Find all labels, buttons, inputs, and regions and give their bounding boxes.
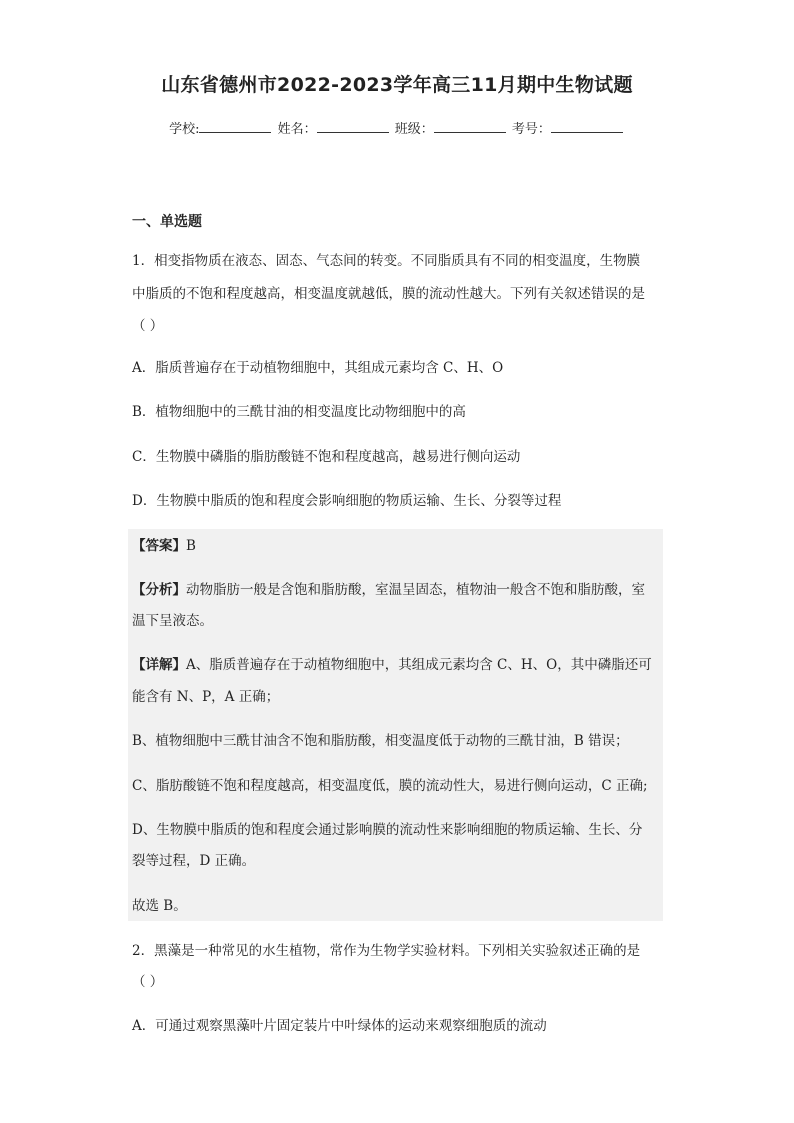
- exam-title: 山东省德州市2022-2023学年高三11月期中生物试题: [161, 74, 633, 96]
- q1-option-c: C．生物膜中磷脂的脂肪酸链不饱和程度越高，越易进行侧向运动: [132, 449, 521, 465]
- q2-stem-line: （ ）: [132, 974, 164, 990]
- exam-number-label: 考号：: [511, 122, 551, 137]
- analysis-text: 动物脂肪一般是含饱和脂肪酸，室温呈固态，植物油一般含不饱和脂肪酸，室: [186, 582, 645, 598]
- q2-stem-line: 2．黑藻是一种常见的水生植物，常作为生物学实验材料。下列相关实验叙述正确的是: [132, 943, 641, 959]
- analysis-tag: 【分析】: [132, 582, 186, 598]
- detail-text: A、脂质普遍存在于动植物细胞中，其组成元素均含 C、H、O，其中磷脂还可: [186, 657, 652, 673]
- answer-value: B: [186, 538, 196, 554]
- exam-number-blank[interactable]: [551, 120, 623, 133]
- q1-detail-line: D、生物膜中脂质的饱和程度会通过影响膜的流动性来影响细胞的物质运输、生长、分: [132, 822, 643, 838]
- school-blank[interactable]: [199, 120, 271, 133]
- q2-option-a: A．可通过观察黑藻叶片固定装片中叶绿体的运动来观察细胞质的流动: [132, 1018, 547, 1034]
- q1-detail-line: 裂等过程，D 正确。: [132, 853, 256, 869]
- q1-stem-line: 1．相变指物质在液态、固态、气态间的转变。不同脂质具有不同的相变温度，生物膜: [132, 253, 641, 269]
- detail-tag: 【详解】: [132, 657, 186, 673]
- q1-stem-line: 中脂质的不饱和程度越高，相变温度就越低，膜的流动性越大。下列有关叙述错误的是: [132, 286, 645, 302]
- q1-answer: [132, 536, 196, 556]
- q1-analysis-line: [132, 580, 645, 600]
- class-label: 班级：: [394, 122, 434, 137]
- q1-option-d: D．生物膜中脂质的饱和程度会影响细胞的物质运输、生长、分裂等过程: [132, 493, 562, 509]
- answer-tag: 【答案】: [132, 538, 186, 554]
- q1-detail-line: C、脂肪酸链不饱和程度越高，相变温度低，膜的流动性大，易进行侧向运动，C 正确;: [132, 778, 648, 794]
- q1-option-b: B．植物细胞中的三酰甘油的相变温度比动物细胞中的高: [132, 404, 466, 420]
- q1-detail-line: B、植物细胞中三酰甘油含不饱和脂肪酸，相变温度低于动物的三酰甘油，B 错误；: [132, 733, 629, 749]
- q1-detail-line: 能含有 N、P，A 正确；: [132, 689, 280, 705]
- school-label: 学校:: [169, 122, 200, 137]
- q1-detail-line: [132, 655, 652, 675]
- q1-conclusion: 故选 B。: [132, 898, 187, 914]
- class-blank[interactable]: [434, 120, 506, 133]
- q1-stem-line: （ ）: [132, 318, 164, 334]
- student-info-row: [0, 118, 794, 137]
- q1-analysis-line: 温下呈液态。: [132, 613, 213, 629]
- name-blank[interactable]: [317, 120, 389, 133]
- q1-option-a: A．脂质普遍存在于动植物细胞中，其组成元素均含 C、H、O: [132, 360, 504, 376]
- name-label: 姓名：: [277, 122, 317, 137]
- section-title: 一、单选题: [132, 214, 202, 230]
